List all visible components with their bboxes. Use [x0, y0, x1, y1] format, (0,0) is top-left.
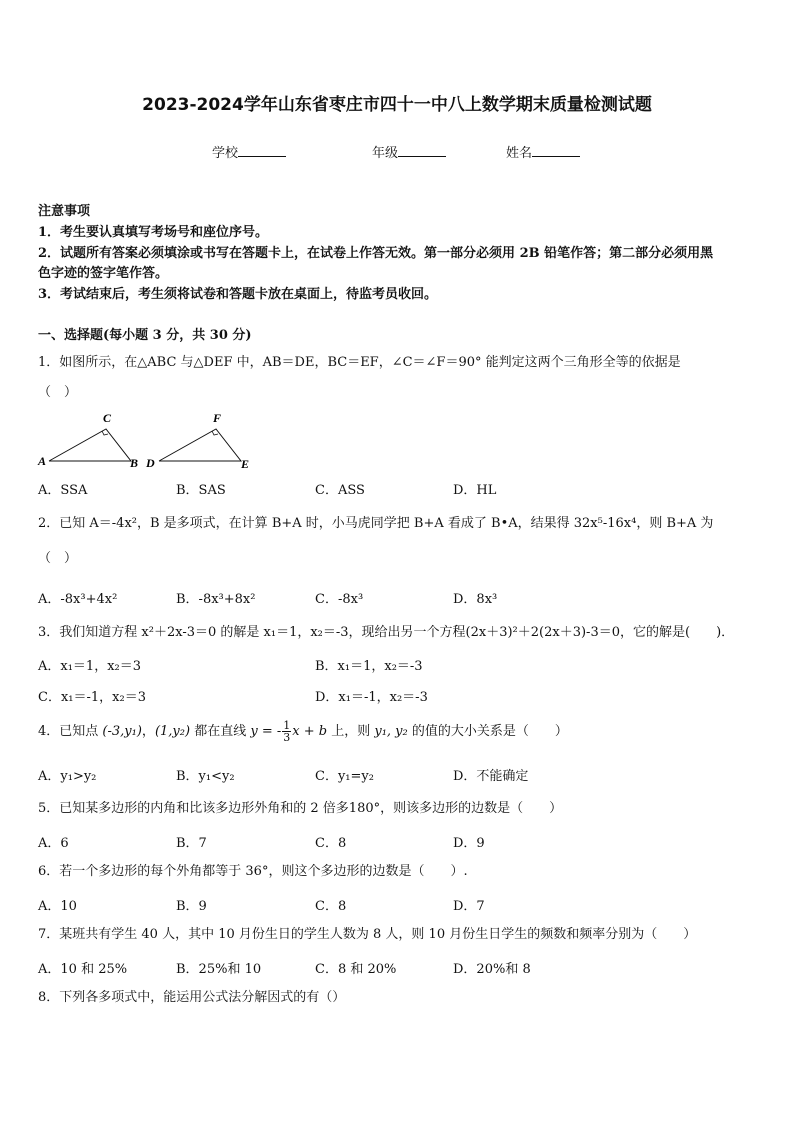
school-blank	[238, 145, 286, 157]
option-a: A．x₁＝1，x₂＝3	[38, 659, 142, 674]
option-d: D．不能确定	[453, 769, 529, 784]
label-a: A	[38, 454, 47, 468]
q4-text: 上，则	[331, 724, 371, 739]
option-a: A．10	[38, 899, 77, 914]
name-label: 姓名	[506, 146, 533, 161]
option-b: B．9	[176, 899, 207, 914]
option-a: A．SSA	[38, 483, 88, 498]
option-d: D．20%和 8	[453, 962, 531, 977]
grade-field	[372, 142, 446, 161]
option-d: D．8x³	[453, 592, 498, 607]
q4-text: 的值的大小关系是（ ）	[411, 724, 568, 739]
question-2-stem: 2．已知 A＝-4x²，B 是多项式，在计算 B+A 时，小马虎同学把 B+A 看成了 B•A，结果得 32x⁵-16x⁴，则 B+A 为	[38, 516, 714, 531]
grade-label: 年级	[372, 146, 399, 161]
question-8-stem: 8．下列各多项式中，能运用公式法分解因式的有（）	[38, 990, 346, 1005]
q4-text: 都在直线	[194, 724, 247, 739]
triangle-figure	[36, 410, 266, 472]
option-b: B．25%和 10	[176, 962, 262, 977]
option-c: C．y₁=y₂	[315, 769, 374, 784]
section-heading: 一、选择题(每小题 3 分，共 30 分)	[38, 328, 252, 343]
fraction-denominator: 3	[283, 731, 291, 744]
option-c: C．ASS	[315, 483, 365, 498]
option-b: B．7	[176, 836, 207, 851]
notice-heading: 注意事项	[38, 204, 91, 219]
option-a: A．-8x³+4x²	[38, 592, 118, 607]
label-e: E	[241, 457, 250, 471]
fraction-numerator: 1	[283, 719, 291, 732]
point-2: (1,y₂)	[154, 724, 191, 739]
notice-item: 2．试题所有答案必须填涂或书写在答题卡上，在试卷上作答无效。第一部分必须用 2B 铅笔作答；第二部分必须用黑	[38, 246, 714, 261]
question-5-stem: 5．已知某多边形的内角和比该多边形外角和的 2 倍多180°，则该多边形的边数是（ ）	[38, 801, 563, 816]
q4-sep: ，	[141, 724, 155, 739]
option-b: B．-8x³+8x²	[176, 592, 256, 607]
label-d: D	[146, 456, 155, 470]
option-a: A．6	[38, 836, 69, 851]
label-f: F	[213, 411, 222, 425]
notice-item: 色字迹的签字笔作答。	[38, 266, 169, 281]
grade-blank	[398, 145, 446, 157]
question-2-paren: （ ）	[38, 551, 78, 566]
question-4-stem	[38, 720, 568, 744]
question-1-paren: （ ）	[38, 385, 78, 400]
variables: y₁, y₂	[374, 724, 408, 739]
notice-item: 1．考生要认真填写考场号和座位序号。	[38, 225, 269, 240]
option-c: C．x₁＝-1，x₂＝3	[38, 690, 146, 705]
label-b: B	[130, 456, 139, 470]
question-7-stem: 7．某班共有学生 40 人，其中 10 月份生日的学生人数为 8 人，则 10 月份生日学生的频数和频率分别为（ ）	[38, 927, 697, 942]
school-label: 学校	[212, 146, 239, 161]
school-field	[212, 142, 286, 161]
point-1: (-3,y₁)	[102, 724, 142, 739]
option-b: B．SAS	[176, 483, 226, 498]
question-6-stem: 6．若一个多边形的每个外角都等于 36°，则这个多边形的边数是（ ）.	[38, 864, 468, 879]
question-3-stem: 3．我们知道方程 x²＋2x-3＝0 的解是 x₁＝1，x₂＝-3，现给出另一个方程(2x＋3)²＋2(2x＋3)-3＝0，它的解是( )．	[38, 625, 735, 640]
option-d: D．7	[453, 899, 485, 914]
option-c: C．-8x³	[315, 592, 364, 607]
option-b: B．y₁<y₂	[176, 769, 235, 784]
question-1-stem: 1．如图所示，在△ABC 与△DEF 中，AB＝DE，BC＝EF，∠C＝∠F＝90° 能判定这两个三角形全等的依据是	[38, 355, 681, 370]
option-d: D．9	[453, 836, 485, 851]
option-c: C．8	[315, 899, 347, 914]
name-field	[506, 142, 580, 161]
option-c: C．8 和 20%	[315, 962, 397, 977]
option-d: D．HL	[453, 483, 497, 498]
option-a: A．y₁>y₂	[38, 769, 97, 784]
option-a: A．10 和 25%	[38, 962, 128, 977]
page-title: 2023-2024学年山东省枣庄市四十一中八上数学期末质量检测试题	[142, 95, 652, 115]
fraction	[282, 720, 291, 743]
option-d: D．x₁＝-1，x₂＝-3	[315, 690, 428, 705]
notice-item: 3．考试结束后，考生须将试卷和答题卡放在桌面上，待监考员收回。	[38, 287, 438, 302]
equation-left: y = -	[250, 724, 282, 739]
option-c: C．8	[315, 836, 347, 851]
q4-text: 4．已知点	[38, 724, 99, 739]
label-c: C	[103, 411, 112, 425]
equation-right: x + b	[292, 724, 328, 739]
name-blank	[532, 145, 580, 157]
option-b: B．x₁＝1，x₂＝-3	[315, 659, 423, 674]
